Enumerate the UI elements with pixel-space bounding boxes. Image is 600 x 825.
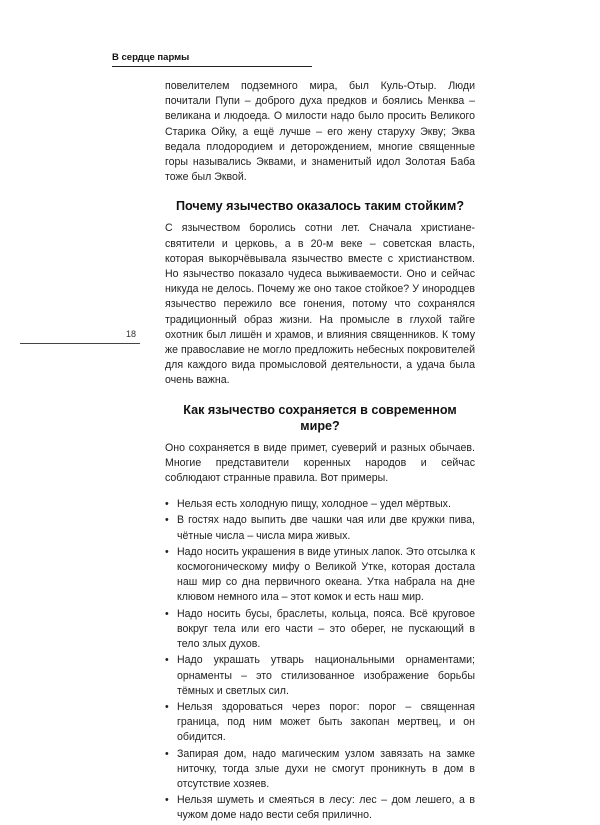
list-item: • Нельзя здороваться через порог: порог – священная граница, под ним может быть закопан мертвец, и он обидится. [165,700,475,746]
list-item: • Нельзя шуметь и смеяться в лесу: лес – дом лешего, а в чужом доме надо вести себя прилично. [165,793,475,823]
running-head: В сердце пармы [112,52,190,63]
section-heading-modern-world: Как язычество сохраняется в современном мире? [183,402,457,433]
list-item: • Надо носить бусы, браслеты, кольца, пояса. Всё круговое вокруг тела или его части – это оберег, не пускающий в тело злых духов. [165,607,475,653]
section-paragraph-resilience: С язычеством боролись сотни лет. Сначала христиане-святители и церковь, а в 20-м веке – советская власть, которая выкорчёвывала язычество вместе с христианством. Но язычество показало чудеса выживаемости. Оно и сейчас никуда не делось. Почему же оно такое стойкое? У инородцев язычество пережило все гонения, потому что сохранялся традиционный образ жизни. На промысле в глухой тайге охотник был лишён и храмов, и влияния священников. К тому же православие не могло предложить небесных покровителей для каждого вида промысловой деятельности, а удача была очень важна. [165,222,475,387]
list-item: • Надо носить украшения в виде утиных лапок. Это отсылка к космогоническому мифу о Великой Утке, которая достала наш мир со дна первичного океана. Утка набрала на дне клювом немного ила – этот комок и есть наш мир. [165,545,475,606]
section-paragraph-modern-world: Оно сохраняется в виде примет, суеверий и разных обычаев. Многие представители коренных народов и сейчас соблюдают странные правила. Вот примеры. [165,441,475,485]
list-item: • В гостях надо выпить две чашки чая или две кружки пива, чётные числа – числа мира живых. [165,513,475,543]
list-item: • Надо украшать утварь национальными орнаментами; орнаменты – это стилизованное изображение борьбы тёмных и светлых сил. [165,653,475,699]
intro-paragraph: повелителем подземного мира, был Куль-Отыр. Люди почитали Пупи – доброго духа предков и боялись Менква – великана и людоеда. О милости надо было просить Великого Старика Ойку, а ещё лучше – его жену старуху Экву; Эква ведала плодородием и деторождением, многие священные горы назывались Эквами, и знаменитый идол Золотая Баба тоже был Эквой. [165,80,475,184]
section-heading-resilience: Почему язычество оказалось таким стойким? [175,199,465,214]
page-content [165,79,475,825]
list-item: • Запирая дом, надо магическим узлом завязать на замке ниточку, тогда злые духи не смогут проникнуть в дом в отсутствие хозяев. [165,747,475,793]
page-number-rule [20,343,140,344]
running-head-rule [112,66,312,67]
list-item: • Нельзя есть холодную пищу, холодное – удел мёртвых. [165,497,475,512]
page-number: 18 [126,329,137,339]
customs-list [165,497,475,823]
